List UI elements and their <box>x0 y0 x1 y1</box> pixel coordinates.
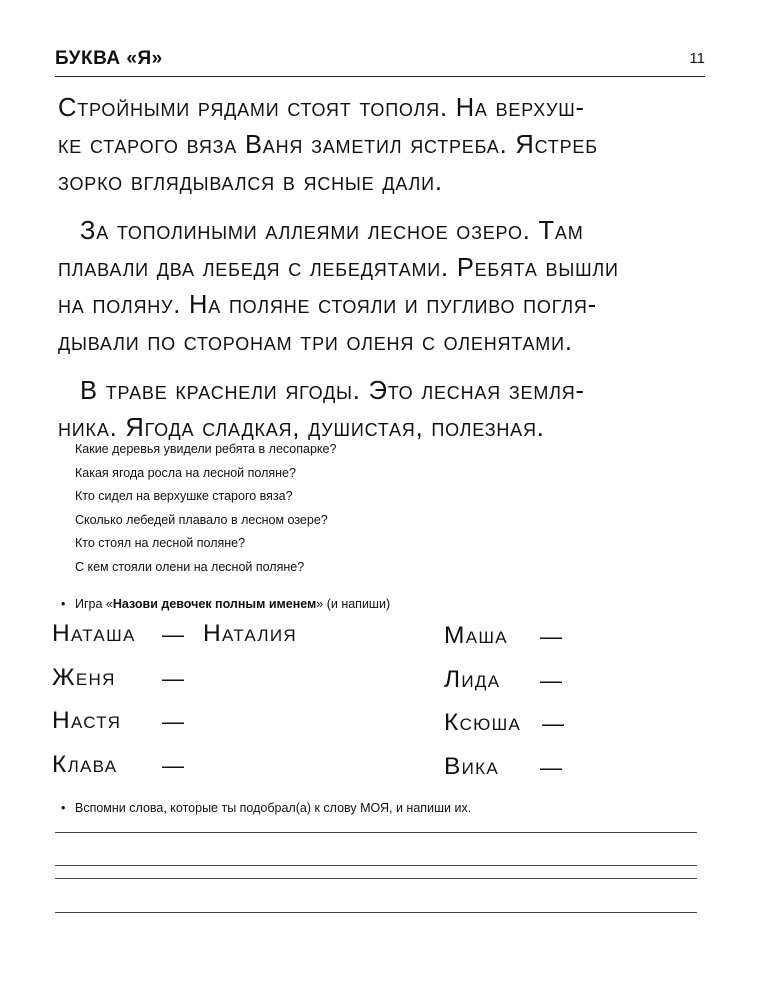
dash: — <box>542 711 564 736</box>
text-line: Стройными рядами стоят тополя. На верхуш- <box>58 94 585 122</box>
questions-list <box>75 438 336 579</box>
game-task-prefix: Игра « <box>75 597 113 611</box>
name-short: Маша <box>444 622 508 649</box>
text-line: плавали два лебедя с лебедятами. Ребята вышли <box>58 254 619 282</box>
question: Кто стоял на лесной поляне? <box>75 536 246 550</box>
dash: — <box>540 624 562 649</box>
question: Какие деревья увидели ребята в лесопарке? <box>75 442 337 456</box>
bullet: • <box>61 597 66 611</box>
name-short: Наташа <box>52 620 136 647</box>
name-short: Женя <box>52 664 116 691</box>
dash: — <box>540 755 562 780</box>
paragraph-2 <box>58 213 708 361</box>
name-short: Клава <box>52 751 118 778</box>
dash: — <box>540 668 562 693</box>
game-task <box>61 597 391 611</box>
name-short: Ксюша <box>444 709 522 736</box>
game-name: Назови девочек полным именем <box>112 597 317 611</box>
name-full: Наталия <box>203 620 297 647</box>
name-short: Лида <box>444 666 501 693</box>
question: С кем стояли олени на лесной поляне? <box>75 559 305 574</box>
writing-line[interactable] <box>55 878 697 879</box>
text-line: За тополиными аллеями лесное озеро. Там <box>80 217 584 245</box>
writing-line[interactable] <box>55 832 697 833</box>
page-header <box>55 48 705 77</box>
dash: — <box>162 666 184 691</box>
text-line: В траве краснели ягоды. Это лесная земля- <box>80 377 585 405</box>
paragraph-3 <box>58 373 708 447</box>
words-task <box>61 801 472 815</box>
words-task-text: Вспомни слова, которые ты подобрал(а) к слову МОЯ, и напиши их. <box>75 801 472 815</box>
text-line: ке старого вяза Ваня заметил ястреба. Ястреб <box>58 131 598 159</box>
name-short: Настя <box>52 707 122 734</box>
section-title: БУКВА «Я» <box>55 48 163 69</box>
writing-line[interactable] <box>55 912 697 913</box>
question: Кто сидел на верхушке старого вяза? <box>75 489 293 503</box>
text-line: ника. Ягода сладкая, душистая, полезная. <box>58 414 545 442</box>
question: Сколько лебедей плавало в лесном озере? <box>75 512 328 527</box>
dash: — <box>162 753 184 778</box>
dash: — <box>162 709 184 734</box>
text-line: дывали по сторонам три оленя с оленятами. <box>58 328 573 356</box>
reading-text <box>58 90 708 447</box>
question: Какая ягода росла на лесной поляне? <box>75 465 296 480</box>
paragraph-1 <box>58 90 708 201</box>
text-line: зорко вглядывался в ясные дали. <box>58 168 443 196</box>
writing-line[interactable] <box>55 865 697 866</box>
dash: — <box>162 622 184 647</box>
name-short: Вика <box>444 753 500 780</box>
page-number: 11 <box>689 50 705 67</box>
text-line: на поляну. На поляне стояли и пугливо погля- <box>58 291 597 319</box>
game-task-suffix: » (и напиши) <box>316 597 391 611</box>
bullet: • <box>61 801 66 815</box>
